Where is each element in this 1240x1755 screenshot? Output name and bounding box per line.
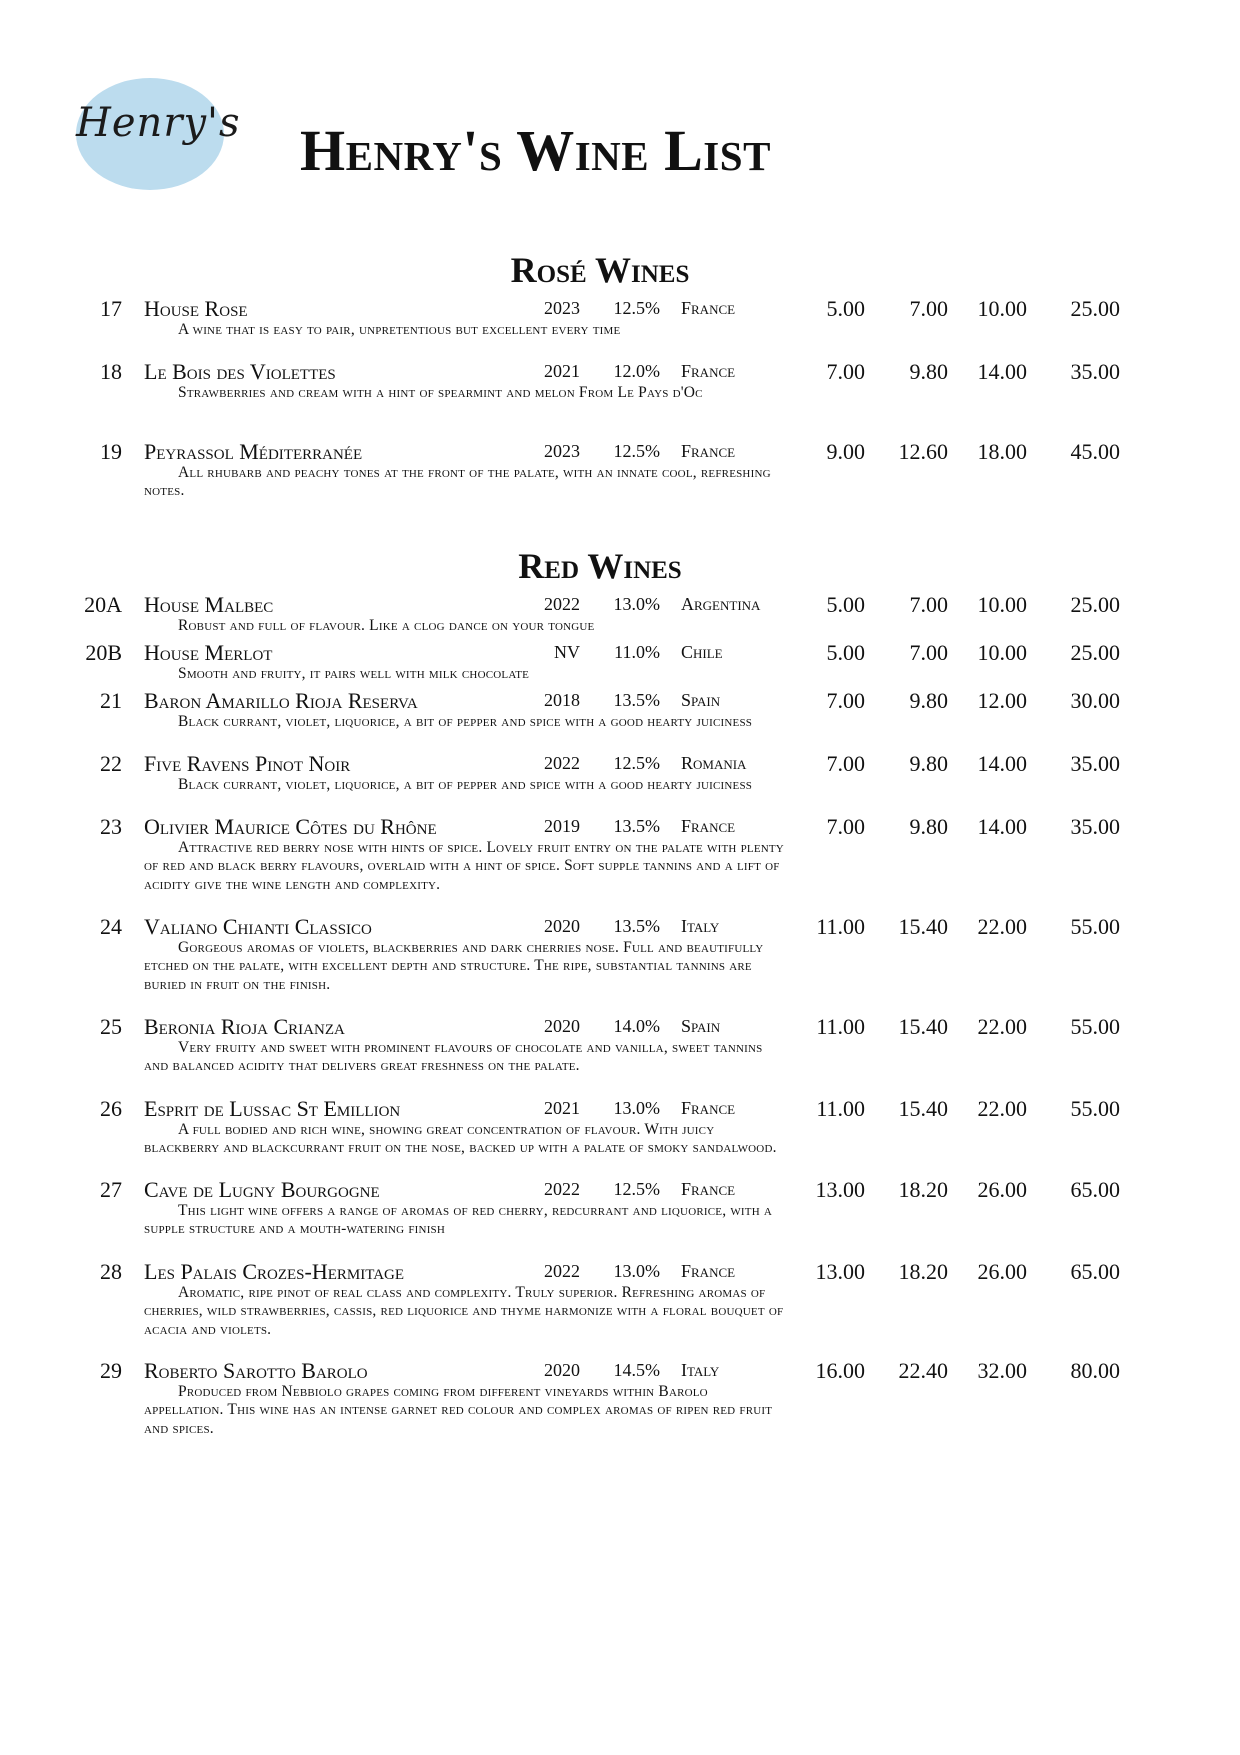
wine-description: Very fruity and sweet with prominent flavours of chocolate and vanilla, sweet tannins and balanced acidity that delivers great freshness on the palate. [144, 1039, 763, 1075]
price-bottle: 25.00 [1070, 640, 1120, 665]
price-175ml: 7.00 [909, 592, 948, 617]
wine-country: France [681, 1098, 736, 1118]
price-175ml: 12.60 [898, 439, 948, 464]
wine-number: 20A [84, 592, 122, 617]
wine-vintage: 2022 [544, 753, 580, 773]
wine-description: A wine that is easy to pair, unpretentious but excellent every time [178, 321, 621, 338]
wine-vintage: 2021 [544, 361, 580, 381]
wine-abv: 14.5% [613, 1360, 660, 1380]
wine-country: Italy [681, 1360, 720, 1380]
price-bottle: 55.00 [1070, 914, 1120, 939]
wine-description: Gorgeous aromas of violets, blackberries and dark cherries nose. Full and beautifully etched on the palate, with excellent depth and structure. The ripe, substantial tannins are buried in fruit on the finish. [144, 939, 764, 993]
wine-name: Le Bois des Violettes [144, 359, 336, 384]
wine-vintage: NV [554, 642, 580, 662]
price-250ml: 12.00 [977, 688, 1027, 713]
price-bottle: 25.00 [1070, 592, 1120, 617]
wine-abv: 13.0% [613, 594, 660, 614]
price-175ml: 18.20 [898, 1259, 948, 1284]
wine-abv: 12.5% [613, 298, 660, 318]
wine-country: France [681, 816, 736, 836]
wine-description: Attractive red berry nose with hints of spice. Lovely fruit entry on the palate with plenty of red and black berry flavours, overlaid with a hint of spice. Soft supple tannins and a lift of acidity give the wine length and complexity. [144, 839, 784, 893]
wine-vintage: 2022 [544, 1179, 580, 1199]
wine-number: 17 [100, 296, 122, 321]
price-250ml: 10.00 [977, 296, 1027, 321]
wine-name: Baron Amarillo Rioja Reserva [144, 688, 418, 713]
price-175ml: 9.80 [909, 751, 948, 776]
price-250ml: 26.00 [977, 1177, 1027, 1202]
wine-number: 19 [100, 439, 122, 464]
wine-country: Italy [681, 916, 720, 936]
price-175ml: 18.20 [898, 1177, 948, 1202]
wine-name: Five Ravens Pinot Noir [144, 751, 351, 776]
wine-abv: 14.0% [613, 1016, 660, 1036]
wine-description: Smooth and fruity, it pairs well with milk chocolate [178, 665, 530, 682]
wine-country: France [681, 361, 736, 381]
wine-description: Black currant, violet, liquorice, a bit of pepper and spice with a good hearty juiciness [178, 713, 753, 730]
wine-description: All rhubarb and peachy tones at the front of the palate, with an innate cool, refreshing notes. [144, 464, 771, 500]
price-250ml: 14.00 [977, 751, 1027, 776]
wine-number: 18 [100, 359, 122, 384]
wine-country: France [681, 1179, 736, 1199]
wine-country: Argentina [681, 594, 761, 614]
price-bottle: 35.00 [1070, 751, 1120, 776]
wine-number: 24 [100, 914, 122, 939]
price-125ml: 11.00 [816, 1096, 865, 1121]
wine-vintage: 2022 [544, 1261, 580, 1281]
wine-abv: 12.5% [613, 1179, 660, 1199]
price-bottle: 55.00 [1070, 1014, 1120, 1039]
price-125ml: 5.00 [826, 592, 865, 617]
wine-abv: 12.5% [613, 753, 660, 773]
price-bottle: 65.00 [1070, 1177, 1120, 1202]
price-175ml: 15.40 [898, 914, 948, 939]
wine-country: France [681, 1261, 736, 1281]
price-bottle: 35.00 [1070, 814, 1120, 839]
price-125ml: 7.00 [826, 359, 865, 384]
price-250ml: 32.00 [977, 1358, 1027, 1383]
wine-country: Spain [681, 1016, 721, 1036]
price-125ml: 11.00 [816, 914, 865, 939]
price-250ml: 18.00 [977, 439, 1027, 464]
section-heading-red: Red Wines [518, 546, 682, 586]
wine-name: Peyrassol Méditerranée [144, 439, 363, 464]
price-125ml: 7.00 [826, 751, 865, 776]
wine-name: House Malbec [144, 592, 274, 617]
price-125ml: 13.00 [815, 1259, 865, 1284]
wine-vintage: 2023 [544, 441, 580, 461]
wine-country: Chile [681, 642, 723, 662]
wine-country: France [681, 441, 736, 461]
price-250ml: 10.00 [977, 640, 1027, 665]
wine-number: 26 [100, 1096, 122, 1121]
section-heading-rose: Rosé Wines [510, 250, 690, 290]
wine-abv: 12.5% [613, 441, 660, 461]
price-125ml: 7.00 [826, 688, 865, 713]
wine-vintage: 2020 [544, 1360, 580, 1380]
wine-number: 29 [100, 1358, 122, 1383]
wine-vintage: 2018 [544, 690, 580, 710]
price-175ml: 15.40 [898, 1014, 948, 1039]
price-175ml: 22.40 [898, 1358, 948, 1383]
henrys-logo [76, 78, 241, 190]
wine-description: Aromatic, ripe pinot of real class and complexity. Truly superior. Refreshing aromas of cherries, wild strawberries, cassis, red liquorice and thyme harmonize with a floral bouquet of acacia and violets. [144, 1284, 784, 1338]
wine-number: 28 [100, 1259, 122, 1284]
wine-vintage: 2021 [544, 1098, 580, 1118]
wine-number: 23 [100, 814, 122, 839]
wine-country: France [681, 298, 736, 318]
wine-vintage: 2023 [544, 298, 580, 318]
wine-name: Esprit de Lussac St Emillion [144, 1096, 401, 1121]
price-bottle: 25.00 [1070, 296, 1120, 321]
wine-number: 20B [85, 640, 122, 665]
wine-name: House Merlot [144, 640, 273, 665]
wine-number: 21 [100, 688, 122, 713]
price-175ml: 9.80 [909, 688, 948, 713]
price-175ml: 7.00 [909, 296, 948, 321]
price-250ml: 14.00 [977, 814, 1027, 839]
price-175ml: 9.80 [909, 359, 948, 384]
wine-description: A full bodied and rich wine, showing great concentration of flavour. With juicy blackberry and blackcurrant fruit on the nose, backed up with a palate of smoky sandalwood. [144, 1121, 777, 1157]
wine-name: Olivier Maurice Côtes du Rhône [144, 814, 437, 839]
price-125ml: 11.00 [816, 1014, 865, 1039]
price-250ml: 22.00 [977, 914, 1027, 939]
price-125ml: 5.00 [826, 640, 865, 665]
wine-abv: 13.0% [613, 1098, 660, 1118]
price-175ml: 15.40 [898, 1096, 948, 1121]
price-250ml: 26.00 [977, 1259, 1027, 1284]
wine-name: Valiano Chianti Classico [144, 914, 372, 939]
wine-abv: 13.0% [613, 1261, 660, 1281]
wine-number: 22 [100, 751, 122, 776]
price-bottle: 30.00 [1070, 688, 1120, 713]
wine-description: Strawberries and cream with a hint of spearmint and melon From Le Pays d'Oc [178, 384, 703, 401]
wine-name: Les Palais Crozes-Hermitage [144, 1259, 405, 1284]
price-175ml: 9.80 [909, 814, 948, 839]
wine-vintage: 2019 [544, 816, 580, 836]
price-175ml: 7.00 [909, 640, 948, 665]
price-125ml: 13.00 [815, 1177, 865, 1202]
wine-name: Beronia Rioja Crianza [144, 1014, 345, 1039]
wine-description: Produced from Nebbiolo grapes coming from different vineyards within Barolo appellation. This wine has an intense garnet red colour and complex aromas of ripen red fruit and spices. [144, 1383, 773, 1437]
wine-vintage: 2020 [544, 1016, 580, 1036]
wine-country: Romania [681, 753, 747, 773]
wine-vintage: 2020 [544, 916, 580, 936]
price-bottle: 55.00 [1070, 1096, 1120, 1121]
page-title: Henry's Wine List [300, 118, 771, 183]
price-125ml: 5.00 [826, 296, 865, 321]
logo-script-text: Henry's [76, 100, 241, 146]
wine-name: Cave de Lugny Bourgogne [144, 1177, 380, 1202]
price-250ml: 10.00 [977, 592, 1027, 617]
wine-country: Spain [681, 690, 721, 710]
wine-vintage: 2022 [544, 594, 580, 614]
price-250ml: 14.00 [977, 359, 1027, 384]
price-bottle: 65.00 [1070, 1259, 1120, 1284]
price-250ml: 22.00 [977, 1096, 1027, 1121]
wine-number: 25 [100, 1014, 122, 1039]
wine-number: 27 [100, 1177, 122, 1202]
price-125ml: 7.00 [826, 814, 865, 839]
price-bottle: 80.00 [1070, 1358, 1120, 1383]
price-250ml: 22.00 [977, 1014, 1027, 1039]
wine-name: Roberto Sarotto Barolo [144, 1358, 368, 1383]
wine-abv: 11.0% [614, 642, 660, 662]
wine-abv: 13.5% [613, 816, 660, 836]
price-125ml: 9.00 [826, 439, 865, 464]
wine-abv: 13.5% [613, 690, 660, 710]
wine-description: Robust and full of flavour. Like a clog dance on your tongue [178, 617, 595, 634]
wine-description: Black currant, violet, liquorice, a bit of pepper and spice with a good hearty juiciness [178, 776, 753, 793]
wine-abv: 12.0% [613, 361, 660, 381]
wine-name: House Rose [144, 296, 248, 321]
wine-abv: 13.5% [613, 916, 660, 936]
price-bottle: 35.00 [1070, 359, 1120, 384]
wine-description: This light wine offers a range of aromas of red cherry, redcurrant and liquorice, with a supple structure and a mouth-watering finish [144, 1202, 773, 1238]
price-bottle: 45.00 [1070, 439, 1120, 464]
price-125ml: 16.00 [815, 1358, 865, 1383]
